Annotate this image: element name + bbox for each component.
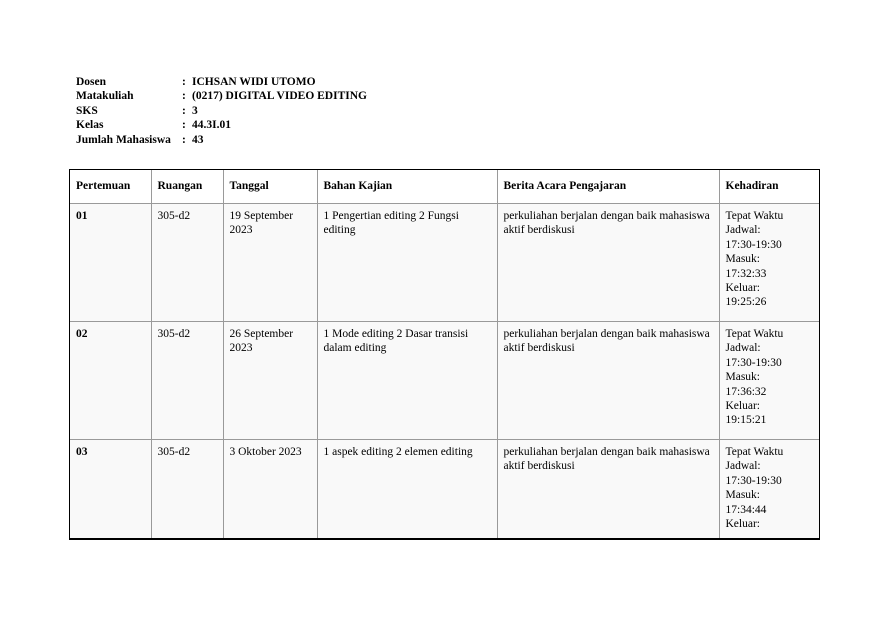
matakuliah-label: Matakuliah — [76, 90, 134, 103]
cell-pertemuan: 01 — [70, 204, 151, 322]
header-berita-acara: Berita Acara Pengajaran — [497, 170, 719, 204]
cell-pertemuan: 03 — [70, 440, 151, 541]
kehadiran-masuk: 17:36:32 — [725, 385, 767, 398]
header-kehadiran: Kehadiran — [719, 170, 819, 204]
header-ruangan: Ruangan — [151, 170, 223, 204]
cell-tanggal: 19 September 2023 — [223, 204, 317, 322]
sks-value: 3 — [192, 104, 198, 117]
table-row — [70, 204, 819, 322]
info-row-sks — [76, 104, 367, 118]
cell-berita-acara: perkuliahan berjalan dengan baik mahasiswa aktif berdiskusi — [497, 204, 719, 322]
kehadiran-masuk: 17:32:33 — [725, 267, 767, 280]
header-pertemuan: Pertemuan — [70, 170, 151, 204]
cell-kehadiran — [719, 440, 819, 541]
cell-ruangan: 305-d2 — [151, 440, 223, 541]
dosen-label: Dosen — [76, 76, 107, 88]
kehadiran-status: Tepat Waktu — [725, 446, 784, 458]
cell-bahan-kajian: 1 Mode editing 2 Dasar transisi dalam editing — [317, 322, 497, 440]
table-row — [70, 322, 819, 440]
matakuliah-value: (0217) DIGITAL VIDEO EDITING — [192, 90, 367, 103]
dosen-value: ICHSAN WIDI UTOMO — [192, 76, 316, 88]
kehadiran-keluar-label: Keluar: — [725, 282, 760, 295]
cell-tanggal: 3 Oktober 2023 — [223, 440, 317, 541]
kehadiran-jadwal: 17:30-19:30 — [725, 356, 782, 369]
cell-pertemuan: 02 — [70, 322, 151, 440]
kehadiran-jadwal: 17:30-19:30 — [725, 474, 782, 487]
kehadiran-jadwal-label: Jadwal: — [725, 342, 761, 355]
cell-tanggal: 26 September 2023 — [223, 322, 317, 440]
cell-ruangan: 305-d2 — [151, 322, 223, 440]
matakuliah-separator: : — [182, 90, 186, 103]
course-info — [76, 75, 367, 147]
header-tanggal: Tanggal — [223, 170, 317, 204]
dosen-separator: : — [182, 76, 186, 88]
table-row — [70, 440, 819, 541]
cell-ruangan: 305-d2 — [151, 204, 223, 322]
header-bahan-kajian: Bahan Kajian — [317, 170, 497, 204]
kehadiran-masuk-label: Masuk: — [725, 371, 760, 384]
cell-berita-acara: perkuliahan berjalan dengan baik mahasiswa aktif berdiskusi — [497, 440, 719, 541]
kelas-separator: : — [182, 119, 186, 132]
cell-bahan-kajian: 1 Pengertian editing 2 Fungsi editing — [317, 204, 497, 322]
kehadiran-masuk-label: Masuk: — [725, 489, 760, 502]
sks-label: SKS — [76, 104, 98, 117]
cell-kehadiran — [719, 322, 819, 440]
info-row-jumlah-mahasiswa — [76, 133, 367, 147]
info-row-kelas — [76, 118, 367, 132]
info-row-matakuliah — [76, 89, 367, 103]
kehadiran-jadwal-label: Jadwal: — [725, 460, 761, 473]
info-row-dosen — [76, 75, 367, 89]
kehadiran-status: Tepat Waktu — [725, 210, 784, 222]
kehadiran-keluar-label: Keluar: — [725, 400, 760, 413]
kehadiran-masuk-label: Masuk: — [725, 253, 760, 266]
kehadiran-status: Tepat Waktu — [725, 328, 784, 340]
attendance-table-container — [69, 169, 820, 540]
kelas-label: Kelas — [76, 119, 104, 132]
kehadiran-keluar-label: Keluar: — [725, 518, 760, 531]
kehadiran-jadwal: 17:30-19:30 — [725, 238, 782, 251]
table-header-row — [70, 170, 819, 204]
attendance-table — [70, 170, 819, 540]
kehadiran-masuk: 17:34:44 — [725, 503, 767, 516]
jumlah-mahasiswa-label: Jumlah Mahasiswa — [76, 133, 171, 146]
kelas-value: 44.3I.01 — [192, 119, 231, 132]
jumlah-mahasiswa-value: 43 — [192, 133, 204, 146]
cell-berita-acara: perkuliahan berjalan dengan baik mahasiswa aktif berdiskusi — [497, 322, 719, 440]
jumlah-mahasiswa-separator: : — [182, 133, 186, 146]
kehadiran-keluar: 19:25:26 — [725, 296, 767, 309]
cell-kehadiran — [719, 204, 819, 322]
kehadiran-keluar: 19:15:21 — [725, 414, 767, 427]
cell-bahan-kajian: 1 aspek editing 2 elemen editing — [317, 440, 497, 541]
sks-separator: : — [182, 104, 186, 117]
kehadiran-jadwal-label: Jadwal: — [725, 224, 761, 237]
